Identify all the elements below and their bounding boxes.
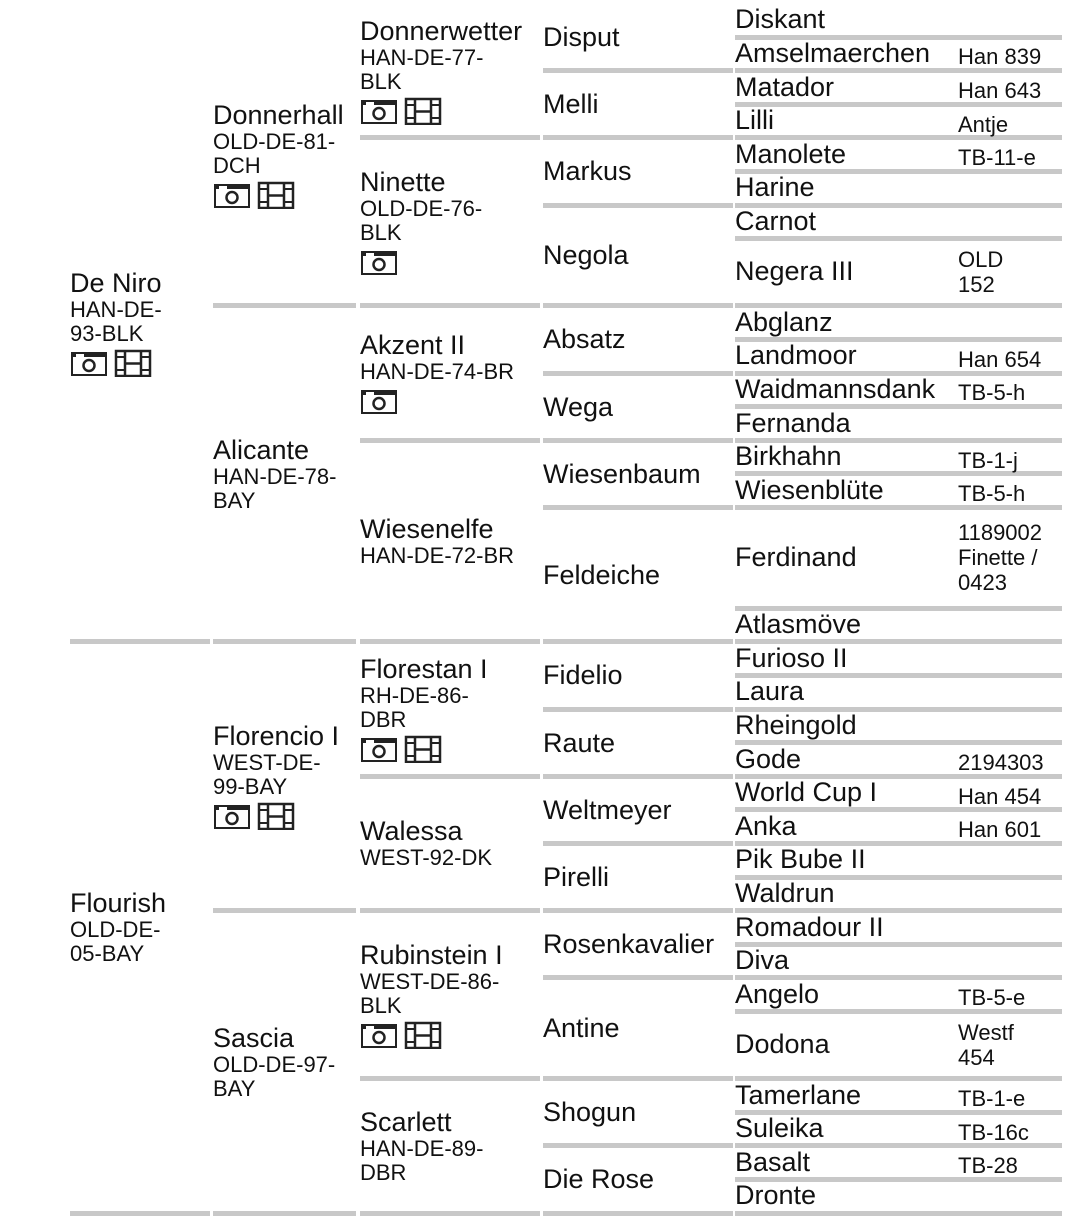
horse-name[interactable]: Feldeiche	[543, 559, 661, 590]
pedigree-entry	[735, 709, 1062, 746]
horse-name[interactable]: Florencio I	[213, 721, 340, 752]
horse-name[interactable]: Pik Bube II	[735, 844, 866, 875]
pedigree-entry	[543, 913, 733, 980]
registration-number: HAN-DE-78- BAY	[213, 463, 337, 513]
camera-icon[interactable]	[213, 181, 251, 209]
horse-name[interactable]: Basalt	[735, 1146, 811, 1177]
horse-name[interactable]: Birkhahn	[735, 441, 842, 472]
registration-number: HAN-DE-74-BR	[360, 359, 515, 385]
pedigree-entry	[735, 342, 1062, 376]
pedigree-entry	[735, 812, 1062, 846]
camera-icon[interactable]	[213, 802, 251, 830]
pedigree-entry	[735, 6, 1062, 40]
pedigree-entry	[213, 6, 356, 308]
pedigree-entry	[543, 140, 733, 207]
horse-name[interactable]: Fernanda	[735, 407, 851, 438]
horse-name[interactable]: Wiesenbaum	[543, 458, 701, 489]
pedigree-entry	[543, 846, 733, 913]
pedigree-entry	[213, 644, 356, 913]
pedigree-entry	[735, 73, 1062, 107]
pedigree-entry	[735, 779, 1062, 813]
registration-note: OLD 152	[958, 247, 1004, 298]
registration-note: TB-5-h	[958, 481, 1026, 507]
horse-name[interactable]: Diskant	[735, 4, 826, 35]
registration-note: Westf 454	[958, 1020, 1014, 1071]
horse-name[interactable]: Gode	[735, 743, 802, 774]
pedigree-entry	[213, 913, 356, 1215]
horse-name[interactable]: Akzent II	[360, 330, 466, 361]
pedigree-entry	[735, 510, 1062, 611]
media-icons	[360, 734, 540, 764]
media-icons	[360, 247, 540, 277]
horse-name[interactable]: Landmoor	[735, 340, 857, 371]
registration-note: TB-5-h	[958, 380, 1026, 406]
horse-name[interactable]: Amselmaerchen	[735, 37, 931, 68]
registration-number: RH-DE-86- DBR	[360, 683, 469, 733]
camera-icon[interactable]	[360, 97, 398, 125]
horse-name[interactable]: World Cup I	[735, 777, 878, 808]
horse-name[interactable]: Wiesenelfe	[360, 514, 494, 545]
horse-name[interactable]: Lilli	[735, 105, 775, 136]
film-icon[interactable]	[257, 802, 295, 830]
registration-note: Han 643	[958, 77, 1042, 103]
horse-name[interactable]: Donnerwetter	[360, 15, 523, 46]
horse-name[interactable]: Suleika	[735, 1113, 824, 1144]
pedigree-entry	[543, 779, 733, 846]
camera-icon[interactable]	[70, 349, 108, 377]
registration-number: HAN-DE- 93-BLK	[70, 296, 162, 346]
pedigree-entry	[735, 678, 1062, 712]
horse-name[interactable]: Ninette	[360, 166, 446, 197]
camera-icon[interactable]	[360, 248, 398, 276]
pedigree-entry	[735, 1081, 1062, 1115]
horse-name[interactable]: Manolete	[735, 138, 847, 169]
pedigree-entry	[543, 510, 733, 644]
pedigree-entry	[735, 745, 1062, 779]
film-icon[interactable]	[257, 181, 295, 209]
horse-name[interactable]: Disput	[543, 22, 620, 53]
pedigree-entry	[735, 476, 1062, 510]
media-icons	[70, 348, 210, 378]
pedigree-entry	[543, 73, 733, 140]
horse-name[interactable]: Tamerlane	[735, 1079, 862, 1110]
pedigree-entry	[735, 1115, 1062, 1149]
horse-name[interactable]: Scarlett	[360, 1106, 452, 1137]
horse-name[interactable]: Shogun	[543, 1097, 637, 1128]
registration-number: OLD-DE-97- BAY	[213, 1051, 336, 1101]
pedigree-entry	[543, 308, 733, 375]
pedigree-entry	[735, 877, 1062, 914]
registration-note: Antje	[958, 111, 1009, 137]
horse-name[interactable]: Flourish	[70, 888, 167, 919]
pedigree-entry	[735, 140, 1062, 174]
pedigree-entry	[543, 712, 733, 779]
pedigree-entry	[70, 6, 210, 644]
pedigree-entry	[735, 1182, 1062, 1216]
pedigree-entry	[735, 913, 1062, 947]
horse-name[interactable]: Walessa	[360, 816, 463, 847]
registration-number: OLD-DE- 05-BAY	[70, 917, 161, 967]
horse-name[interactable]: Donnerhall	[213, 99, 344, 130]
media-icons	[360, 386, 540, 416]
registration-note: Han 839	[958, 44, 1042, 70]
pedigree-entry	[543, 208, 733, 309]
pedigree-entry	[735, 107, 1062, 141]
pedigree-entry	[543, 1148, 733, 1215]
horse-name[interactable]: Dronte	[735, 1180, 817, 1211]
horse-name[interactable]: Waldrun	[735, 877, 835, 908]
pedigree-entry	[360, 779, 540, 913]
pedigree-entry	[543, 1081, 733, 1148]
film-icon[interactable]	[404, 1021, 442, 1049]
horse-name[interactable]: Furioso II	[735, 642, 848, 673]
film-icon[interactable]	[404, 97, 442, 125]
registration-note: 2194303	[958, 749, 1044, 775]
pedigree-entry	[70, 644, 210, 1215]
horse-name[interactable]: Absatz	[543, 324, 626, 355]
horse-name[interactable]: Raute	[543, 727, 616, 758]
registration-number: OLD-DE-76- BLK	[360, 195, 483, 245]
camera-icon[interactable]	[360, 735, 398, 763]
pedigree-entry	[735, 373, 1062, 410]
horse-name[interactable]: Sascia	[213, 1022, 295, 1053]
registration-note: TB-1-e	[958, 1085, 1026, 1111]
registration-note: TB-28	[958, 1153, 1018, 1179]
registration-note: Han 601	[958, 817, 1042, 843]
registration-note: TB-5-e	[958, 985, 1026, 1011]
horse-name[interactable]: Rubinstein I	[360, 939, 503, 970]
registration-note: Han 654	[958, 346, 1042, 372]
film-icon[interactable]	[114, 349, 152, 377]
horse-name[interactable]: Pirelli	[543, 862, 610, 893]
horse-name[interactable]: Alicante	[213, 434, 310, 465]
pedigree-entry	[213, 308, 356, 644]
registration-number: WEST-DE-86- BLK	[360, 968, 500, 1018]
registration-number: WEST-92-DK	[360, 845, 493, 871]
horse-name[interactable]: Harine	[735, 172, 815, 203]
horse-name[interactable]: Wiesenblüte	[735, 474, 884, 505]
pedigree-entry	[360, 6, 540, 140]
registration-note: 1189002 Finette / 0423	[958, 520, 1043, 596]
pedigree-entry	[543, 644, 733, 711]
pedigree-entry	[543, 6, 733, 73]
pedigree-entry	[735, 308, 1062, 342]
horse-name[interactable]: Laura	[735, 676, 805, 707]
pedigree-entry	[735, 611, 1062, 645]
horse-name[interactable]: Melli	[543, 89, 599, 120]
horse-name[interactable]: Carnot	[735, 205, 817, 236]
horse-name[interactable]: Angelo	[735, 978, 820, 1009]
pedigree-entry	[360, 1081, 540, 1215]
horse-name[interactable]: Anka	[735, 810, 797, 841]
pedigree-entry	[543, 376, 733, 443]
registration-number: HAN-DE-89- DBR	[360, 1135, 484, 1185]
registration-note: TB-1-j	[958, 447, 1018, 473]
pedigree-entry	[360, 644, 540, 778]
horse-name[interactable]: Antine	[543, 1013, 620, 1044]
pedigree-entry	[735, 241, 1062, 308]
media-icons	[213, 801, 356, 831]
horse-name[interactable]: Dodona	[735, 1029, 830, 1060]
pedigree-entry	[735, 846, 1062, 880]
horse-name[interactable]: De Niro	[70, 267, 162, 298]
pedigree-entry	[360, 140, 540, 308]
horse-name[interactable]: Diva	[735, 945, 790, 976]
media-icons	[213, 180, 356, 210]
film-icon[interactable]	[404, 735, 442, 763]
media-icons	[360, 1020, 540, 1050]
pedigree-entry	[543, 443, 733, 510]
pedigree-entry	[735, 174, 1062, 208]
horse-name[interactable]: Rosenkavalier	[543, 929, 715, 960]
camera-icon[interactable]	[360, 387, 398, 415]
media-icons	[360, 96, 540, 126]
pedigree-entry	[543, 980, 733, 1081]
horse-name[interactable]: Wega	[543, 391, 614, 422]
pedigree-entry	[735, 37, 1062, 74]
pedigree-entry	[735, 205, 1062, 242]
horse-name[interactable]: Atlasmöve	[735, 609, 862, 640]
pedigree-entry	[735, 947, 1062, 981]
horse-name[interactable]: Rheingold	[735, 709, 857, 740]
pedigree-entry	[735, 409, 1062, 443]
registration-number: HAN-DE-77- BLK	[360, 44, 484, 94]
pedigree-entry	[360, 308, 540, 442]
registration-note: Han 454	[958, 783, 1042, 809]
pedigree-entry	[735, 443, 1062, 477]
horse-name[interactable]: Florestan I	[360, 654, 488, 685]
horse-name[interactable]: Markus	[543, 156, 632, 187]
horse-name[interactable]: Ferdinand	[735, 541, 857, 572]
pedigree-entry	[735, 1148, 1062, 1182]
horse-name[interactable]: Romadour II	[735, 911, 884, 942]
pedigree-entry	[360, 443, 540, 645]
horse-name[interactable]: Negola	[543, 240, 629, 271]
pedigree-entry	[735, 980, 1062, 1014]
pedigree-entry	[735, 644, 1062, 678]
horse-name[interactable]: Matador	[735, 71, 835, 102]
registration-number: WEST-DE- 99-BAY	[213, 750, 321, 800]
registration-note: TB-16c	[958, 1119, 1029, 1145]
horse-name[interactable]: Die Rose	[543, 1164, 655, 1195]
horse-name[interactable]: Fidelio	[543, 660, 623, 691]
pedigree-entry	[735, 1014, 1062, 1081]
horse-name[interactable]: Weltmeyer	[543, 794, 672, 825]
horse-name[interactable]: Negera III	[735, 256, 854, 287]
horse-name[interactable]: Waidmannsdank	[735, 373, 936, 404]
registration-number: HAN-DE-72-BR	[360, 543, 515, 569]
registration-note: TB-11-e	[958, 145, 1036, 171]
pedigree-entry	[360, 913, 540, 1081]
camera-icon[interactable]	[360, 1021, 398, 1049]
registration-number: OLD-DE-81- DCH	[213, 128, 336, 178]
horse-name[interactable]: Abglanz	[735, 306, 833, 337]
